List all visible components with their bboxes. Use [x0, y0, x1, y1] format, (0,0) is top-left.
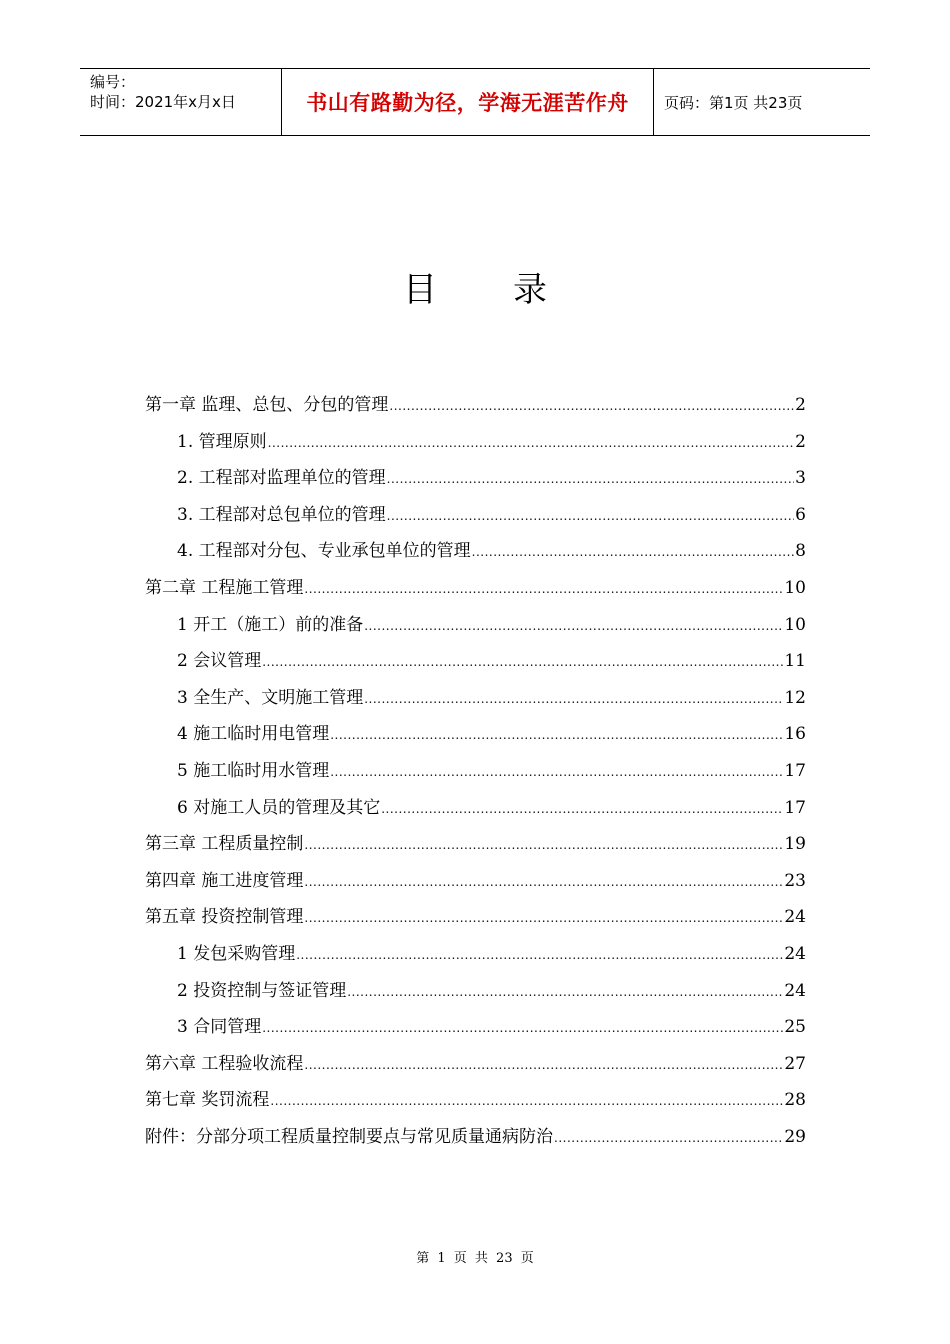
toc-entry-label: 2 会议管理 [177, 651, 262, 672]
page-header [80, 68, 870, 136]
toc-entry-label: 3 合同管理 [177, 1017, 262, 1038]
toc-entry-page: 2 [795, 395, 806, 415]
toc-entry-label: 第七章 奖罚流程 [145, 1090, 270, 1111]
toc-entry-label: 5 施工临时用水管理 [177, 760, 330, 781]
toc-entry-label: 4. 工程部对分包、专业承包单位的管理 [177, 541, 471, 562]
toc-leader-dots [304, 875, 783, 889]
toc-leader-dots [262, 655, 783, 669]
header-number-label: 编号： [90, 73, 136, 91]
toc-entry[interactable] [145, 683, 806, 720]
toc-entry-label: 第六章 工程验收流程 [145, 1053, 304, 1074]
toc-entry-page: 6 [795, 504, 806, 525]
toc-entry[interactable] [145, 1122, 806, 1159]
toc-entry-page: 25 [784, 1017, 806, 1038]
toc-entry[interactable] [145, 902, 806, 939]
toc-entry[interactable] [145, 1085, 806, 1122]
toc-entry-page: 16 [784, 724, 806, 745]
toc-entry-label: 第五章 投资控制管理 [145, 907, 304, 928]
toc-entry-label: 第一章 监理、总包、分包的管理 [145, 395, 389, 415]
toc-leader-dots [330, 765, 783, 779]
toc-entry-page: 17 [784, 797, 806, 818]
toc-entry-page: 17 [784, 760, 806, 781]
toc-entry[interactable] [145, 976, 806, 1013]
toc-leader-dots [364, 619, 783, 633]
toc-leader-dots [554, 1131, 783, 1145]
toc-leader-dots [304, 582, 783, 596]
toc-leader-dots [304, 1058, 783, 1072]
toc-leader-dots [268, 436, 795, 450]
toc-entry-page: 12 [784, 687, 806, 708]
toc-leader-dots [330, 728, 783, 742]
toc-entry-label: 附件：分部分项工程质量控制要点与常见质量通病防治 [145, 1126, 553, 1147]
title-char-1: 目 [403, 270, 437, 310]
toc-entry-page: 10 [784, 577, 806, 598]
toc-entry-page: 23 [784, 870, 806, 891]
toc-entry[interactable] [145, 756, 806, 793]
toc-entry-label: 6 对施工人员的管理及其它 [177, 797, 381, 818]
toc-entry[interactable] [145, 829, 806, 866]
toc-entry-page: 11 [784, 651, 806, 672]
toc-entry-page: 3 [795, 468, 806, 489]
page-footer: 第 1 页 共 23 页 [416, 1251, 534, 1266]
toc-entry[interactable] [145, 500, 806, 537]
toc-entry-label: 2. 工程部对监理单位的管理 [177, 468, 386, 489]
toc-entry-label: 第二章 工程施工管理 [145, 577, 304, 598]
toc-leader-dots [364, 692, 783, 706]
toc-entry-page: 24 [784, 943, 806, 964]
toc-leader-dots [472, 545, 795, 559]
toc-entry-page: 8 [795, 541, 806, 562]
toc-entry-label: 3. 工程部对总包单位的管理 [177, 504, 386, 525]
toc-entry-label: 1 发包采购管理 [177, 943, 296, 964]
toc-leader-dots [270, 1094, 783, 1108]
header-motto: 书山有路勤为径，学海无涯苦作舟 [282, 69, 654, 135]
toc-leader-dots [262, 1021, 783, 1035]
toc-entry[interactable] [145, 719, 806, 756]
toc-leader-dots [387, 509, 795, 523]
toc-entry[interactable] [145, 866, 806, 903]
toc-entry-page: 2 [795, 431, 806, 452]
page-title [0, 262, 950, 311]
toc-entry[interactable] [145, 427, 806, 464]
toc-leader-dots [347, 985, 783, 999]
toc-leader-dots [296, 948, 783, 962]
toc-leader-dots [304, 911, 783, 925]
toc-entry-label: 1 开工（施工）前的准备 [177, 614, 364, 635]
toc-entry-label: 4 施工临时用电管理 [177, 724, 330, 745]
toc-entry[interactable] [145, 610, 806, 647]
toc-entry-page: 27 [784, 1053, 806, 1074]
header-time-label: 时间：2021年x月x日 [90, 93, 236, 111]
toc-entry[interactable] [145, 390, 806, 427]
toc-entry[interactable] [145, 463, 806, 500]
toc-entry-label: 2 投资控制与签证管理 [177, 980, 347, 1001]
toc-leader-dots [381, 802, 783, 816]
toc-entry-label: 1. 管理原则 [177, 431, 267, 452]
toc-entry[interactable] [145, 1012, 806, 1049]
toc-entry-label: 3 全生产、文明施工管理 [177, 687, 364, 708]
toc-leader-dots [389, 399, 794, 413]
toc-entry-page: 10 [784, 614, 806, 635]
toc-entry[interactable] [145, 939, 806, 976]
toc-entry[interactable] [145, 793, 806, 830]
toc-entry-page: 24 [784, 980, 806, 1001]
toc-entry[interactable] [145, 536, 806, 573]
toc-entry-page: 24 [784, 907, 806, 928]
toc-entry-page: 19 [784, 834, 806, 855]
table-of-contents [145, 390, 806, 1158]
header-page-info: 页码：第1页 共23页 [664, 93, 803, 112]
toc-entry[interactable] [145, 573, 806, 610]
toc-entry-label: 第四章 施工进度管理 [145, 870, 304, 891]
toc-entry-page: 29 [784, 1126, 806, 1147]
toc-entry-label: 第三章 工程质量控制 [145, 834, 304, 855]
toc-entry[interactable] [145, 1049, 806, 1086]
toc-entry[interactable] [145, 646, 806, 683]
header-meta [80, 69, 282, 135]
toc-leader-dots [387, 472, 795, 486]
toc-leader-dots [304, 838, 783, 852]
toc-entry-page: 28 [784, 1090, 806, 1111]
title-char-2: 录 [513, 270, 547, 310]
